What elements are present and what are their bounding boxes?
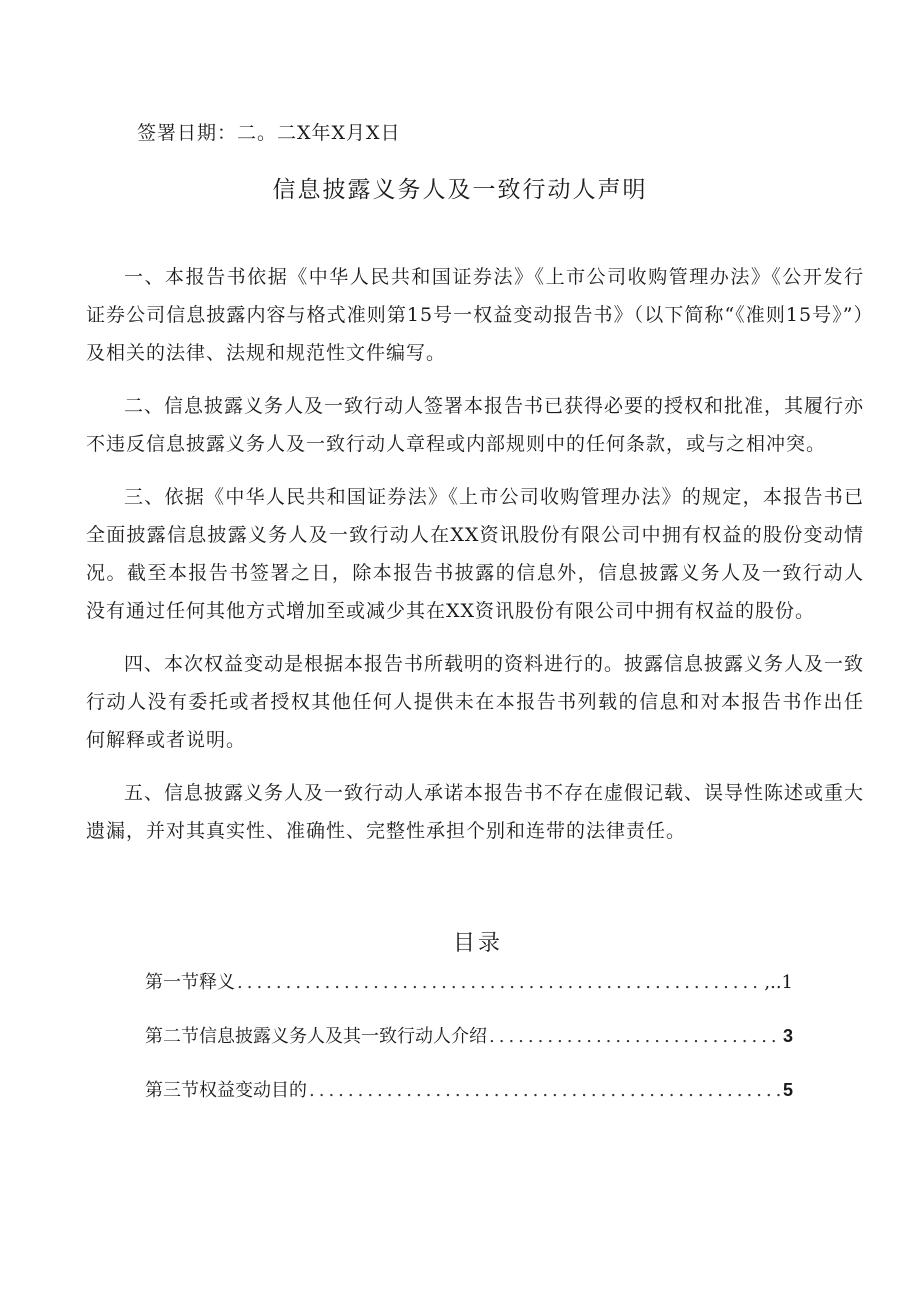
toc-entry[interactable] [145, 968, 793, 1022]
declaration-paragraph-1: 一、本报告书依据《中华人民共和国证券法》《上市公司收购管理办法》《公开发行证券公司信息披露内容与格式准则第15号一权益变动报告书》（以下简称“《准则15号》”）及相关的法律、法规和规范性文件编写。 [86, 266, 864, 364]
declaration-title: 信息披露义务人及一致行动人声明 [272, 177, 648, 203]
toc-dot-leader [237, 972, 762, 993]
declaration-body [86, 258, 864, 865]
toc-entry-label: 第一节释义 [145, 972, 235, 993]
toc-entry-label: 第三节权益变动目的 [145, 1080, 307, 1101]
toc-entry[interactable] [145, 1076, 793, 1130]
declaration-paragraph-3: 三、依据《中华人民共和国证券法》《上市公司收购管理办法》的规定，本报告书已全面披露信息披露义务人及一致行动人在XX资讯股份有限公司中拥有权益的股份变动情况。截至本报告书签署之日，除本报告书披露的信息外，信息披露义务人及一致行动人没有通过任何其他方式增加至或减少其在XX资讯股份有限公司中拥有权益的股份。 [86, 486, 864, 622]
table-of-contents [145, 968, 793, 1130]
toc-entry-page: 3 [782, 1026, 793, 1046]
toc-dot-leader [489, 1026, 781, 1047]
toc-dot-leader [309, 1080, 781, 1101]
declaration-paragraph-5: 五、信息披露义务人及一致行动人承诺本报告书不存在虚假记载、误导性陈述或重大遗漏，并对其真实性、准确性、完整性承担个别和连带的法律责任。 [86, 782, 865, 842]
toc-entry-label: 第二节信息披露义务人及其一致行动人介绍 [145, 1026, 487, 1047]
toc-entry-page: ,..1 [764, 972, 793, 993]
declaration-paragraph-4: 四、本次权益变动是根据本报告书所载明的资料进行的。披露信息披露义务人及一致行动人没有委托或者授权其他任何人提供未在本报告书列载的信息和对本报告书作出任何解释或者说明。 [86, 653, 865, 751]
toc-entry-page: 5 [782, 1080, 793, 1100]
declaration-paragraph-2: 二、信息披露义务人及一致行动人签署本报告书已获得必要的授权和批准，其履行亦不违反信息披露义务人及一致行动人章程或内部规则中的任何条款，或与之相冲突。 [86, 395, 865, 455]
toc-title: 目录 [452, 931, 503, 956]
sign-date: 签署日期：二。二X年X月X日 [137, 122, 401, 144]
toc-entry[interactable] [145, 1022, 793, 1076]
